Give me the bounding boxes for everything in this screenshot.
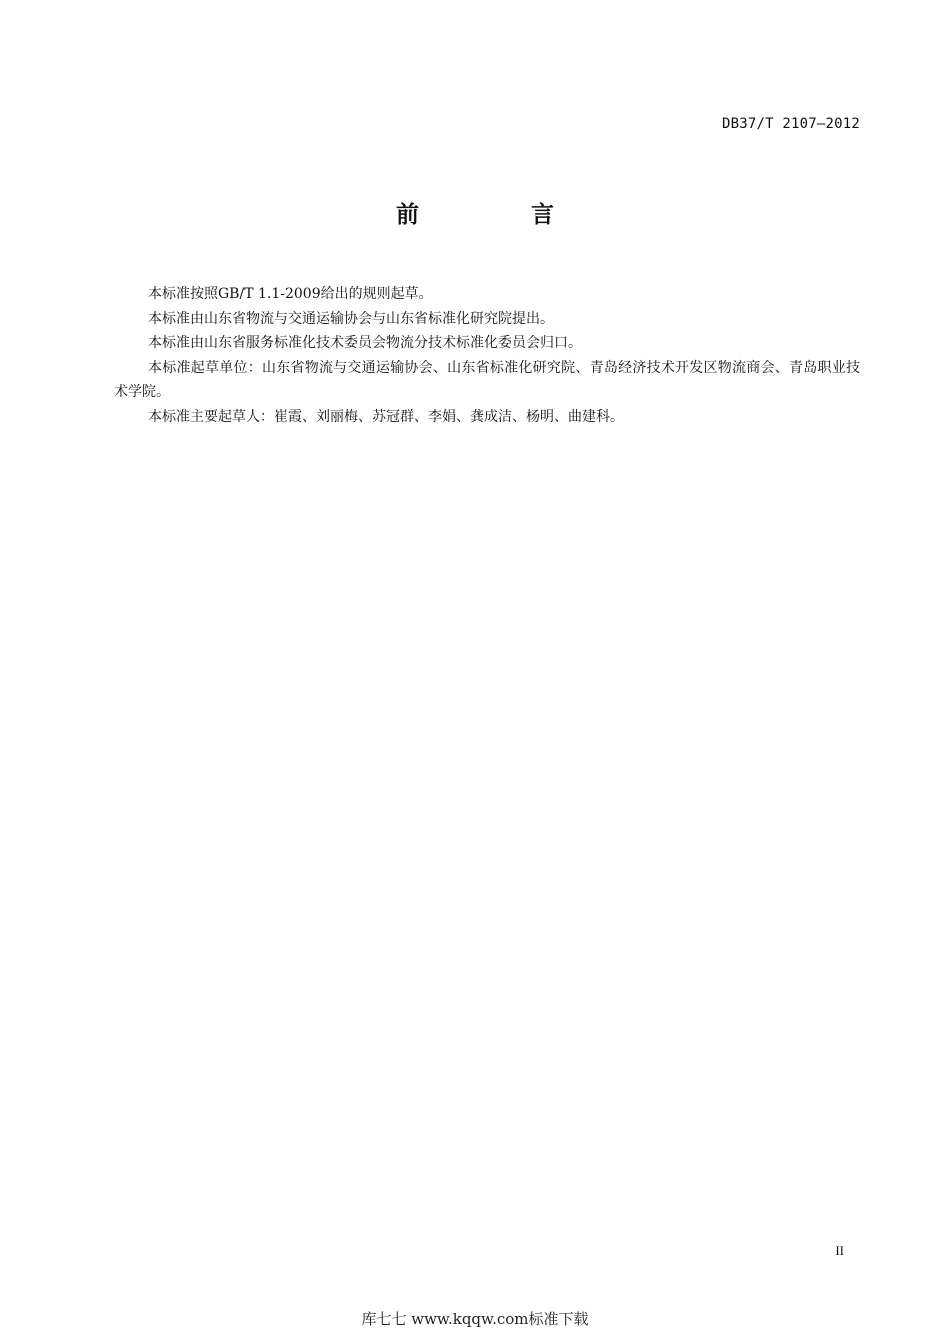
paragraph-drafting-units: 本标准起草单位：山东省物流与交通运输协会、山东省标准化研究院、青岛经济技术开发区物流商会、青岛职业技术学院。 (114, 359, 860, 400)
paragraph-proposer: 本标准由山东省物流与交通运输协会与山东省标准化研究院提出。 (148, 310, 554, 327)
page-title: 前 言 (395, 202, 606, 228)
footer-watermark: 库七七 www.kqqw.com标准下载 (361, 1310, 589, 1328)
paragraph-drafters: 本标准主要起草人：崔霞、刘丽梅、苏冠群、李娟、龚成洁、杨明、曲建科。 (148, 408, 624, 425)
document-code: DB37/T 2107—2012 (721, 116, 860, 132)
page-number: II (835, 1243, 844, 1258)
paragraph-drafting-rules: 本标准按照GB/T 1.1-2009给出的规则起草。 (148, 286, 433, 302)
foreword-body (114, 282, 860, 429)
paragraph-administrator: 本标准由山东省服务标准化技术委员会物流分技术标准化委员会归口。 (148, 335, 582, 351)
